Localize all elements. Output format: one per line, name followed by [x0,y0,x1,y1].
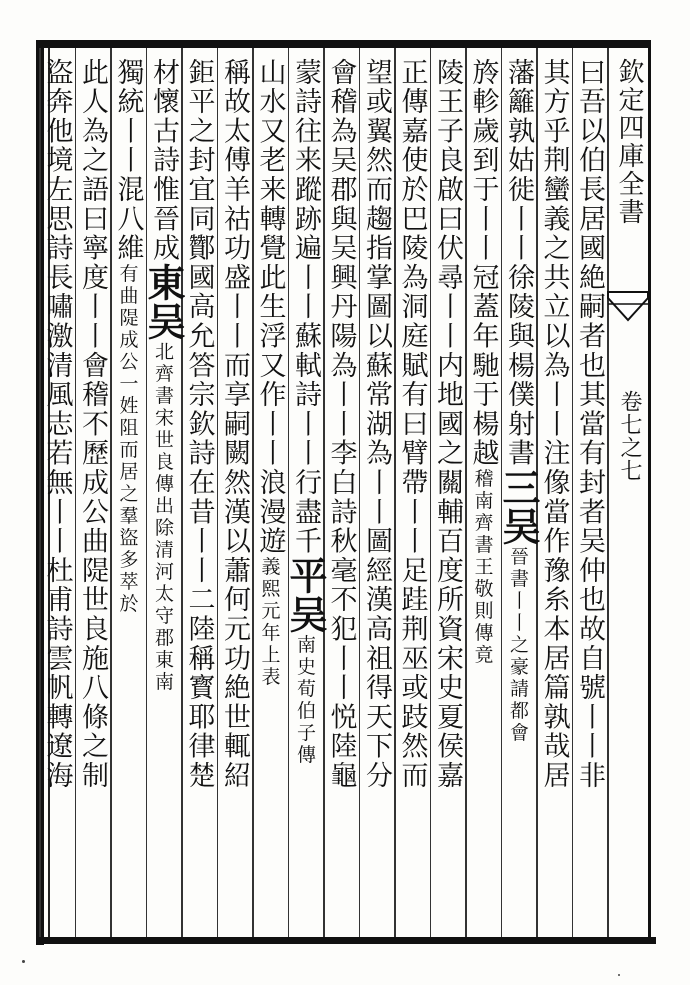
annotation-text: 晉書丨丨之豪請都會 [507,546,529,745]
annotation-text: 稽南齊書王敬則傳竟 [471,468,494,667]
spine-volume-label: 卷七之七 [617,390,642,482]
column-text: 獨統丨丨混八維 [112,58,144,264]
annotation-text: 南史荀伯子傳 [294,634,316,767]
column-text: 旍軫歲到于丨丨冠蓋年馳于楊越 [467,58,499,469]
text-column [431,58,465,791]
annotation-text: 北齊書宋世良傳出除清河太守郡東南 [152,341,174,694]
column-text: 鉅平之封宜同酇國高允答宗欽詩在昔丨丨二陸稱寳耶律楚 [183,58,215,791]
annotation-text: 義熙元年上表 [258,556,281,689]
column-text: 藩籬孰姑徙丨丨徐陵與楊僕射書 [503,58,534,469]
text-column [76,58,110,791]
column-text: 會稽為吴郡與吴興丹陽為丨丨李白詩秋毫不犯丨丨悦陸龜 [325,58,357,791]
column-text: 陵王子良啟曰伏尋丨丨内地國之關輔百度所資宋史夏侯嘉 [432,58,463,791]
text-column [466,58,500,666]
text-column [111,58,145,615]
annotation-text: 有曲隄成公一姓阻而居之羣盜多萃於 [116,263,139,616]
text-column [360,58,394,791]
column-text: 此人為之語曰寧度丨丨會稽不歷成公曲隄世良施八條之制 [77,58,108,791]
text-column [218,58,252,791]
column-text: 山水又老来轉覺此生浮又作丨丨浪漫遊 [254,58,286,557]
ink-speck [618,974,620,976]
ink-speck [22,960,25,963]
frame-border-right [648,40,651,944]
column-text: 盜奔他境左思詩長嘯激清風志若無丨丨杜甫詩雲帆轉遼海 [41,58,73,791]
frame-border-bottom [36,937,656,944]
column-text: 望或翼然而趨指掌圖以蘇常湖為丨丨圖經漢高祖得天下分 [361,58,392,791]
fish-tail-mark [606,290,650,330]
spine-title: 欽定四庫全書 [614,58,644,226]
column-text: 其方乎荆蠻義之共立以為丨丨注像當作豫糸本居篇孰哉居 [538,58,570,791]
column-text: 曰吾以伯長居國絶嗣者也其當有封者吴仲也故自號丨丨非 [574,58,605,791]
text-column [573,58,607,791]
text-column [182,58,216,791]
text-column [283,58,328,767]
entry-heading: 平吴 [283,556,328,635]
column-text: 蒙詩往来蹤跡遍丨丨蘇軾詩丨丨行盡千 [290,58,321,557]
text-column [537,58,571,791]
text-column [253,58,287,688]
text-column [40,58,74,791]
column-text: 材懷古詩惟晉成 [148,58,179,264]
text-column [141,58,186,694]
text-column [496,58,541,745]
column-text: 稱故太傅羊祜功盛丨丨而享嗣闕然漢以蕭何元功絶世輒紹 [219,58,250,791]
text-column [395,58,429,791]
frame-border-top [36,40,651,48]
entry-heading: 三吴 [496,468,541,547]
column-text: 正傳嘉使於巴陵為洞庭賦有曰臂帶丨丨足跬荆巫或跂然而 [396,58,428,791]
text-column [324,58,358,791]
entry-heading: 東吴 [141,263,186,342]
